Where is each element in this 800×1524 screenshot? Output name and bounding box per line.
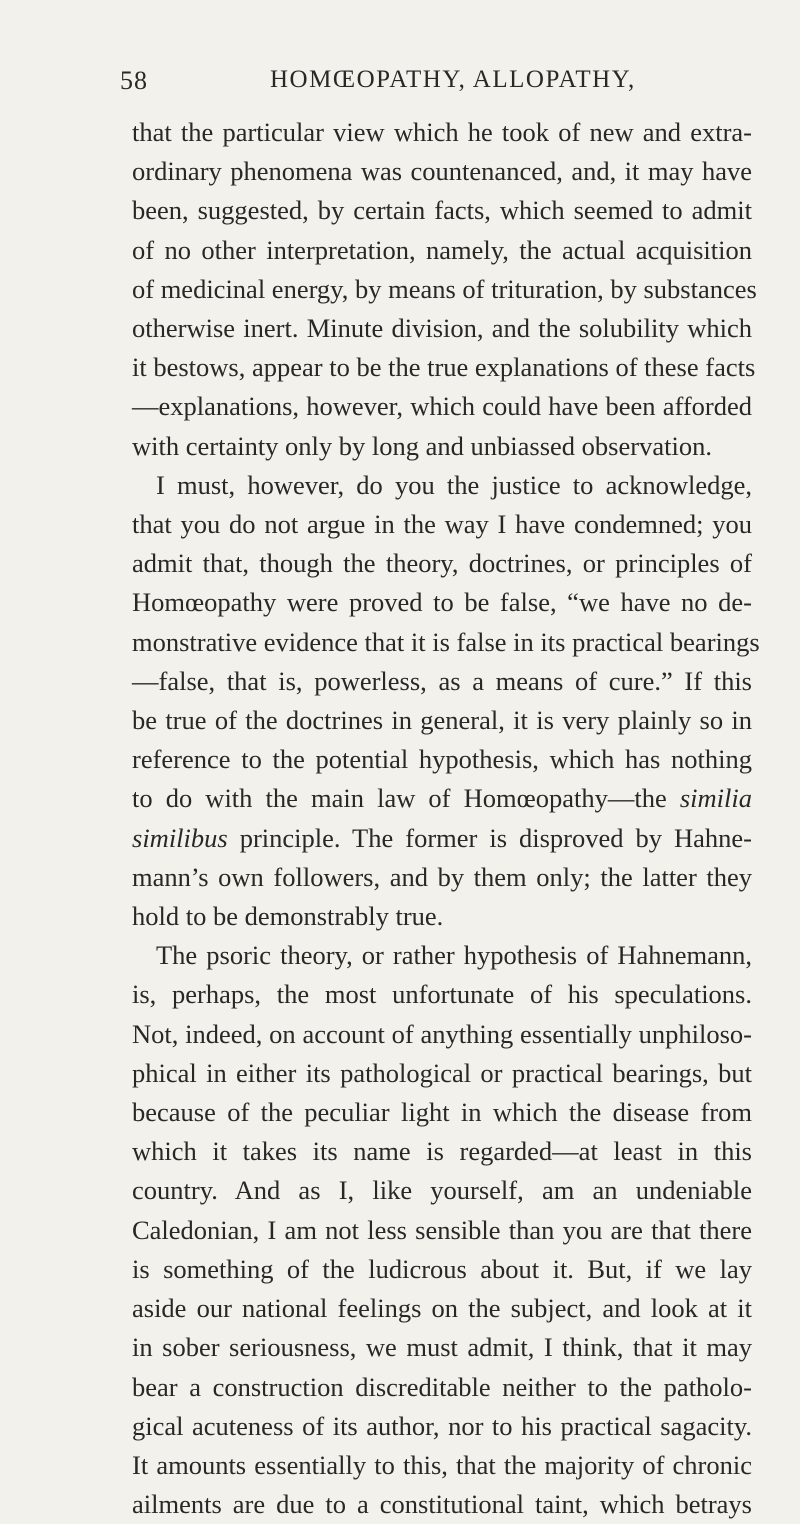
- text-line: country. And as I, like yourself, am an undeniable: [132, 1175, 752, 1206]
- text-line: that the particular view which he took of new and extra-: [132, 117, 752, 147]
- text-line: ailments are due to a constitutional taint, which betrays: [132, 1489, 752, 1520]
- italic-term-similibus: similibus: [132, 822, 228, 853]
- text-line: gical acuteness of its author, nor to his practical sagacity.: [132, 1410, 752, 1441]
- text-line: is something of the ludicrous about it. But, if we lay: [132, 1253, 752, 1284]
- text-line-with-italic: [132, 779, 752, 818]
- text-line: hold to be demonstrably true.: [132, 901, 444, 932]
- text-line-with-italic: [132, 819, 752, 858]
- text-fragment: to do with the main law of Homœopathy—the: [132, 783, 680, 814]
- text-line: Not, indeed, on account of anything essentially unphiloso-: [132, 1018, 752, 1049]
- text-line: Homœopathy were proved to be false, “we have no de-: [132, 587, 752, 618]
- text-line: that you do not argue in the way I have condemned; you: [132, 509, 752, 540]
- text-line: of no other interpretation, namely, the actual acquisition: [132, 234, 752, 265]
- text-line: monstrative evidence that it is false in its practical bearings: [132, 626, 760, 657]
- running-title: HOMŒOPATHY, ALLOPATHY,: [270, 66, 636, 93]
- page-number: 58: [120, 66, 148, 95]
- text-line: Caledonian, I am not less sensible than you are that there: [132, 1214, 752, 1245]
- running-head: [120, 66, 760, 106]
- text-line: because of the peculiar light in which the disease from: [132, 1097, 752, 1128]
- paragraph-start-line: I must, however, do you the justice to acknowledge,: [156, 469, 752, 500]
- text-line: admit that, though the theory, doctrines, or principles of: [132, 548, 752, 579]
- text-line: is, perhaps, the most unfortunate of his speculations.: [132, 979, 752, 1010]
- text-line: in sober seriousness, we must admit, I think, that it may: [132, 1332, 752, 1363]
- text-line: mann’s own followers, and by them only; the latter they: [132, 861, 752, 892]
- text-line: —false, that is, powerless, as a means of cure.” If this: [132, 665, 752, 696]
- text-line: ordinary phenomena was countenanced, and, it may have: [132, 156, 752, 187]
- text-line: otherwise inert. Minute division, and the solubility which: [132, 313, 752, 344]
- text-line: which it takes its name is regarded—at least in this: [132, 1136, 752, 1167]
- text-line: phical in either its pathological or practical bearings, but: [132, 1057, 752, 1088]
- text-fragment: principle. The former is disproved by Hahne-: [239, 822, 752, 853]
- text-line: aside our national feelings on the subject, and look at it: [132, 1293, 752, 1324]
- text-line: It amounts essentially to this, that the majority of chronic: [132, 1449, 752, 1480]
- text-line: it bestows, appear to be the true explanations of these facts: [132, 352, 756, 383]
- text-line: be true of the doctrines in general, it is very plainly so in: [132, 705, 752, 736]
- body-text: [132, 113, 760, 1524]
- text-line: with certainty only by long and unbiassed observation.: [132, 430, 712, 461]
- text-line: bear a construction discreditable neither to the patholo-: [132, 1371, 752, 1402]
- text-line: been, suggested, by certain facts, which seemed to admit: [132, 195, 752, 226]
- text-line: of medicinal energy, by means of trituration, by substances: [132, 273, 757, 304]
- text-line: —explanations, however, which could have been afforded: [132, 391, 752, 422]
- text-line: reference to the potential hypothesis, which has nothing: [132, 744, 752, 775]
- paragraph-start-line: The psoric theory, or rather hypothesis of Hahnemann,: [156, 940, 752, 971]
- italic-term-similia: similia: [679, 783, 752, 814]
